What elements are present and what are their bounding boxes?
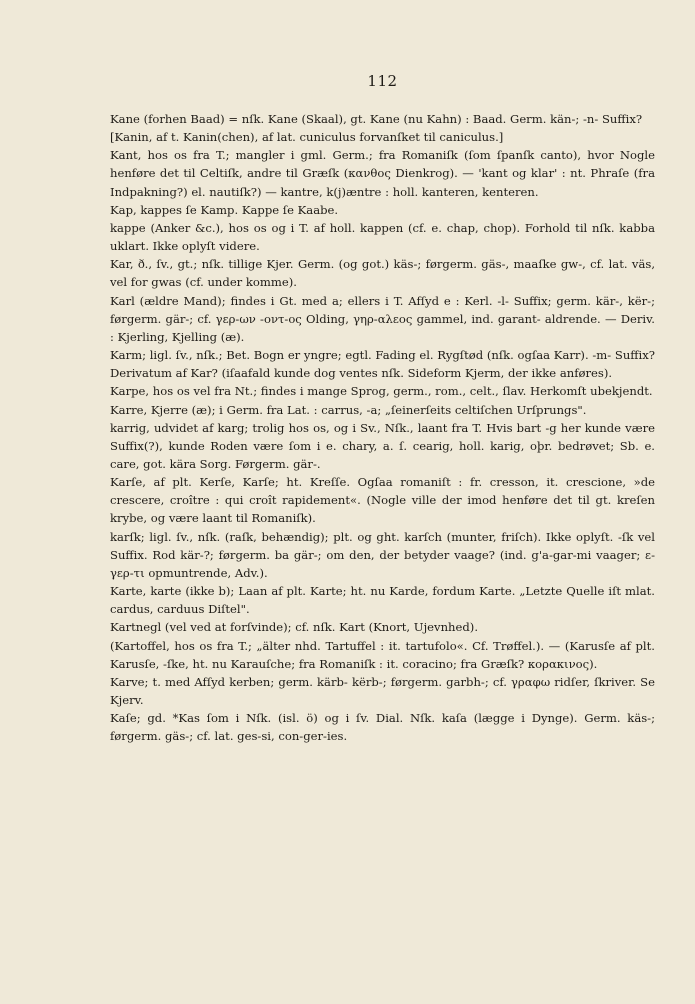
entry-karre: Karre, Kjerre (æ); i Germ. fra Lat. : carrus, -a; „ſeinerſeits celtiſchen Urſprungs". [110,402,587,417]
entry-karrig: karrig, udvidet af karg; trolig hos os, og i Sv., Nſk., laant fra T. Hvis bart -g her kunde være Suffix(?), kunde Roden være ſom i e. chary, a. ſ. cearig, holl. karig, oþr. bedrøvet; Sb. e. care, got. kära Sorg. Førgerm. gär-. [110,420,655,471]
entry-kane: Kane (forhen Baad) = nſk. Kane (Skaal), gt. Kane (nu Kahn) : Baad. Germ. kän-; -n- Suffix? [110,112,643,126]
entry-karl: Karl (ældre Mand); findes i Gt. med a; ellers i T. Afſyd e : Kerl. -l- Suffix; germ. kär-, kër-; førgerm. gär-; cf. γερ-ων -οντ-ος Olding, γηρ-αλεος gammel, ind. garant- aldrende. — Deriv. : Kjerling, Kjelling (æ). [110,293,655,344]
entry-karpe: Karpe, hos os vel fra Nt.; findes i mange Sprog, germ., rom., celt., ſlav. Herkomſt ubekjendt. [110,384,653,399]
entry-karsk: karſk; ligl. ſv., nſk. (raſk, behændig); plt. og ght. karſch (munter, friſch). Ikke oplyſt. -ſk vel Suffix. Rod kär-?; førgerm. ba gär-; om den, der betyder vaage? (ind. g'a-gar-mi vaager; ε-γερ-τι opmuntrende, Adv.). [110,529,655,580]
entry-kar: Kar, ð., ſv., gt.; nſk. tillige Kjer. Germ. (og got.) käs-; førgerm. gäs-, maaſke gw-, cf. lat. väs, vel for gwas (cf. under komme). [110,257,655,290]
entry-kant: Kant, hos os fra T.; mangler i gml. Germ.; fra Romaniſk (ſom ſpanſk canto), hvor Nogle henføre det til Celtiſk, andre til Græſk (κανθος Dienkrog). — 'kant og klar' : nt. Phraſe (fra Indpakning?) el. nautiſk?) — kantre, k(j)æntre : holl. kanteren, kenteren. [110,148,655,199]
entry-kartoffel: (Kartoffel, hos os fra T.; „älter nhd. Tartuffel : it. tartufolo«. Cf. Trøffel.). — (Karusſe af plt. Karusſe, -ſke, ht. nu Karauſche; fra Romaniſk : it. coracino; fra Græſk? κορακινος). [110,638,655,671]
entry-kap: Kap, kappes ſe Kamp. Kappe ſe Kaabe. [110,202,339,217]
entry-karse: Karſe, af plt. Kerſe, Karſe; ht. Kreſſe. Ogſaa romaniſt : fr. cresson, it. crescione, »de crescere, croître : qui croît rapidement«. (Nogle ville der imod henføre det til gt. kreſen krybe, og være laant til Romaniſk). [110,475,655,526]
entries [110,110,655,745]
entry-karte: Karte, karte (ikke b); Laan af plt. Karte; ht. nu Karde, fordum Karte. „Letzte Quelle iſt mlat. cardus, carduus Diſtel". [110,584,655,617]
entry-karm: Karm; ligl. ſv., nſk.; Bet. Bogn er yngre; egtl. Fading el. Rygſtød (nſk. ogſaa Karr). -m- Suffix? Derivatum af Kar? (iſaafald kunde dog ventes nſk. Sideform Kjerm, der ikke anføres). [110,348,655,381]
entry-kase: Kaſe; gd. *Kas ſom i Nſk. (isl. ö) og i ſv. Dial. Nſk. kaſa (lægge i Dynge). Germ. käs-; førgerm. gäs-; cf. lat. ges-si, con-ger-ies. [110,711,655,744]
entry-kappe: kappe (Anker &c.), hos os og i T. af holl. kappen (cf. e. chap, chop). Forhold til nſk. kabba uklart. Ikke oplyſt videre. [110,220,655,254]
entry-karve: Karve; t. med Afſyd kerben; germ. kärb- kërb-; førgerm. garbh-; cf. γραφω ridſer, ſkriver. Se Kjerv. [110,674,655,707]
entry-kartnegl: Kartnegl (vel ved at forſvinde); cf. nſk. Kart (Knort, Ujevnhed). [110,620,479,635]
page-number: 112 [367,72,398,90]
entry-kanin: [Kanin, af t. Kanin(chen), af lat. cuniculus forvanſket til caniculus.] [110,130,504,145]
